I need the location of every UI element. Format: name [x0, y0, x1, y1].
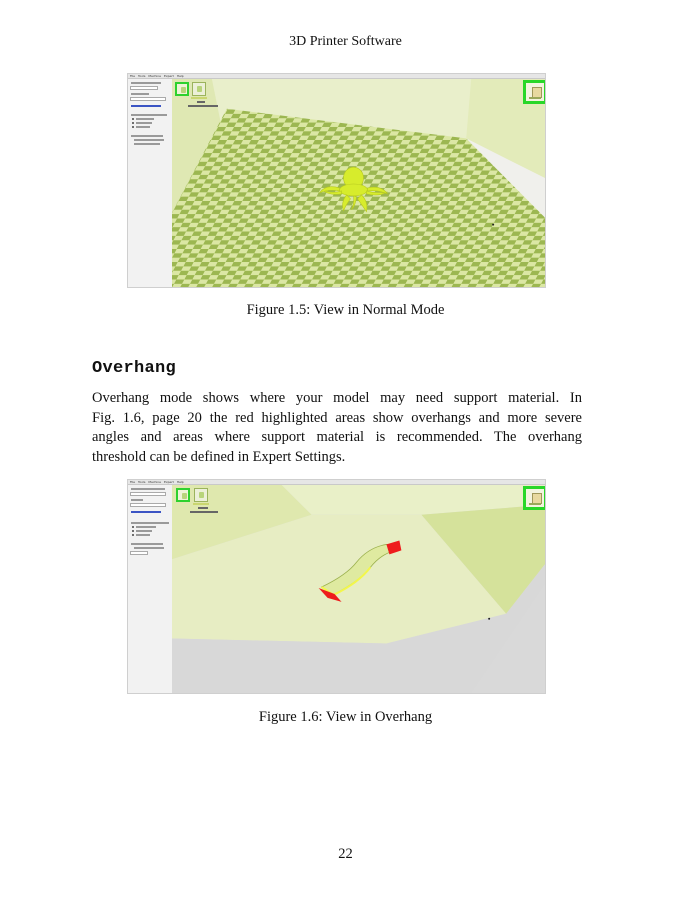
view-mode-icon-base: [529, 97, 541, 99]
panel-label: [131, 93, 149, 95]
menu-item-tools[interactable]: Tools: [138, 480, 146, 484]
3d-viewport[interactable]: [172, 79, 545, 287]
figure-normal-mode-screenshot: [127, 73, 546, 288]
view-mode-button[interactable]: [523, 80, 546, 104]
settings-side-panel: [128, 485, 173, 693]
load-model-button[interactable]: [175, 82, 189, 96]
print-button[interactable]: [194, 488, 208, 502]
print-icon: [197, 86, 202, 92]
menu-item-file[interactable]: File: [130, 74, 136, 78]
panel-label: [131, 135, 163, 137]
radio-option[interactable]: [132, 534, 134, 536]
build-volume-scene: [172, 79, 545, 287]
panel-label: [131, 543, 163, 545]
print-info-text: [197, 101, 205, 103]
body-paragraph: [92, 389, 582, 468]
running-head: 3D Printer Software: [289, 34, 402, 49]
print-time-readout: [191, 97, 207, 99]
print-time-readout: [193, 503, 209, 505]
paragraph-line: Fig. 1.6, page 20 the red highlighted areas show overhangs and more severe: [92, 409, 582, 426]
panel-label: [136, 534, 150, 536]
panel-label: [131, 488, 165, 490]
radio-option[interactable]: [132, 126, 134, 128]
print-info-text: [190, 511, 218, 513]
radio-option[interactable]: [132, 118, 134, 120]
panel-label: [134, 139, 164, 141]
panel-label: [136, 126, 150, 128]
panel-label: [136, 122, 152, 124]
panel-label: [134, 547, 164, 549]
radio-option[interactable]: [132, 530, 134, 532]
menu-item-expert[interactable]: Expert: [163, 480, 174, 484]
menu-item-file[interactable]: File: [130, 480, 136, 484]
paragraph-line: Overhang mode shows where your model may need support material. In: [92, 390, 582, 406]
view-mode-button[interactable]: [523, 486, 546, 510]
print-icon: [199, 492, 204, 498]
section-heading: Overhang: [92, 359, 177, 378]
panel-label: [134, 143, 160, 145]
menu-item-help[interactable]: Help: [176, 74, 184, 78]
load-icon: [182, 493, 187, 499]
menu-item-help[interactable]: Help: [176, 480, 184, 484]
figure-caption: Figure 1.5: View in Normal Mode: [246, 302, 445, 318]
configure-link[interactable]: [131, 105, 161, 107]
load-icon: [181, 87, 186, 93]
print-profile-select[interactable]: [130, 492, 166, 496]
radio-option[interactable]: [132, 122, 134, 124]
panel-label: [136, 530, 152, 532]
radio-option[interactable]: [132, 526, 134, 528]
panel-label: [136, 118, 154, 120]
material-select[interactable]: [130, 97, 166, 101]
menu-item-machine[interactable]: Machine: [148, 74, 161, 78]
print-button[interactable]: [192, 82, 206, 96]
menu-item-machine[interactable]: Machine: [148, 480, 161, 484]
print-info-text: [188, 105, 218, 107]
panel-label: [131, 522, 169, 524]
menu-item-tools[interactable]: Tools: [138, 74, 146, 78]
build-volume-scene: [172, 485, 545, 693]
configure-link[interactable]: [131, 511, 161, 513]
figure-caption: Figure 1.6: View in Overhang: [258, 709, 433, 725]
panel-label: [131, 499, 143, 501]
page-number: 22: [338, 846, 353, 862]
print-profile-select[interactable]: [130, 86, 158, 90]
panel-label: [131, 114, 167, 116]
print-info-text: [198, 507, 208, 509]
settings-side-panel: [128, 79, 173, 287]
material-select[interactable]: [130, 503, 166, 507]
panel-label: [131, 82, 161, 84]
panel-checkbox[interactable]: [130, 551, 148, 555]
view-mode-icon-base: [529, 503, 541, 505]
menu-item-expert[interactable]: Expert: [163, 74, 174, 78]
paragraph-line: angles and areas where support material is recommended. The overhang: [92, 429, 582, 446]
figure-overhang-screenshot: [127, 479, 546, 694]
panel-label: [136, 526, 156, 528]
3d-viewport[interactable]: [172, 485, 545, 693]
paragraph-line: threshold can be defined in Expert Settings.: [92, 449, 346, 466]
load-model-button[interactable]: [176, 488, 190, 502]
